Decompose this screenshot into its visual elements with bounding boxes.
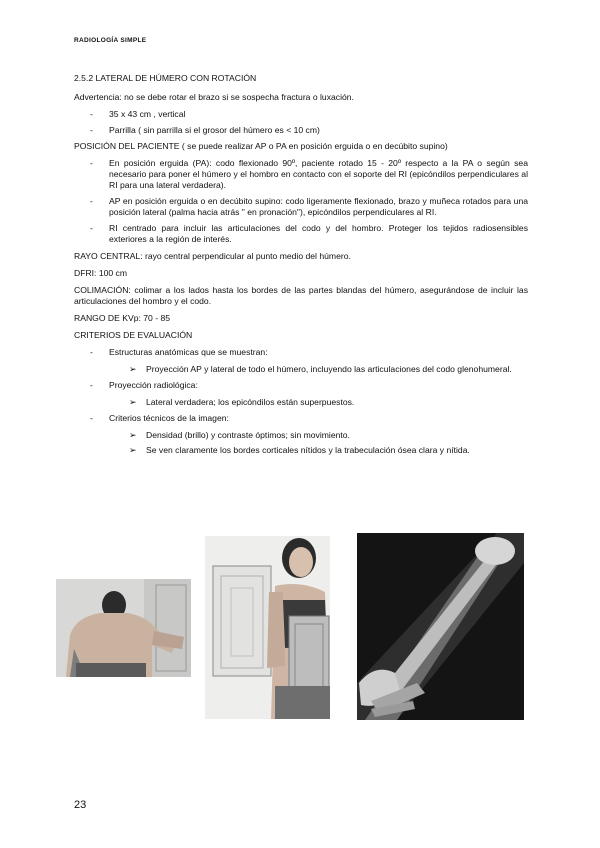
sub-list [109,430,528,456]
page-number: 23 [74,799,87,811]
receptor-list [74,109,528,136]
criteria-label: Estructuras anatómicas que se muestran: [109,347,268,357]
central-ray-text: RAYO CENTRAL: rayo central perpendicular al punto medio del húmero. [74,251,351,261]
criteria-label: Proyección radiológica: [109,380,198,390]
photo-patient-back [56,579,191,677]
sub-list [109,364,528,375]
kvp-text: RANGO DE KVp: 70 - 85 [74,313,170,323]
criteria-item [74,347,528,375]
criteria-heading: CRITERIOS DE EVALUACIÓN [74,330,193,340]
dfri-text: DFRI: 100 cm [74,268,128,278]
section-title: 2.5.2 LATERAL DE HÚMERO CON ROTACIÓN [74,73,257,83]
photo-patient-front [205,536,330,719]
criteria-item [74,413,528,456]
list-item: - RI centrado para incluir las articulaciones del codo y del hombro. Proteger los tejidos radiosensibles exteriores a la región de interés. [74,223,528,245]
list-item: - Parrilla ( sin parrilla si el grosor del húmero es < 10 cm) [74,125,528,136]
position-list [74,158,528,245]
sub-item: ➢ Densidad (brillo) y contraste óptimos; sin movimiento. [109,430,528,441]
radiograph-humerus [357,533,524,720]
list-item: - En posición erguida (PA): codo flexionado 90º, paciente rotado 15 - 20º respecto a la PA o según sea necesario para poner el húmero y el hombro en contacto con el soporte del RI (epicóndilos perpendiculares al RI para una lateral verdadera). [74,158,528,191]
list-item: - AP en posición erguida o en decúbito supino: codo ligeramente flexionado, brazo y muñeca rotados para una posición lateral (palma hacia atrás " en pronación"), epicóndilos perpendiculares al RI. [74,196,528,218]
criteria-label: Criterios técnicos de la imagen: [109,413,229,423]
content [74,73,528,461]
sub-list [109,397,528,408]
warning-text: Advertencia: no se debe rotar el brazo si se sospecha fractura o luxación. [74,92,354,102]
collimation-text: COLIMACIÓN: colimar a los lados hasta los bordes de las partes blandas del húmero, asegurándose de incluir las articulaciones del hombro y el codo. [74,285,528,306]
criteria-item [74,380,528,408]
sub-item: ➢ Se ven claramente los bordes corticales nítidos y la trabeculación ósea clara y nítida. [109,445,528,456]
criteria-list [74,347,528,456]
sub-item: ➢ Lateral verdadera; los epicóndilos están superpuestos. [109,397,528,408]
sub-item: ➢ Proyección AP y lateral de todo el húmero, incluyendo las articulaciones del codo glenohumeral. [109,364,528,375]
list-item: - 35 x 43 cm , vertical [74,109,528,120]
position-heading: POSICIÓN DEL PACIENTE ( se puede realizar AP o PA en posición erguida o en decúbito supino) [74,141,448,151]
running-header: RADIOLOGÍA SIMPLE [74,37,147,44]
